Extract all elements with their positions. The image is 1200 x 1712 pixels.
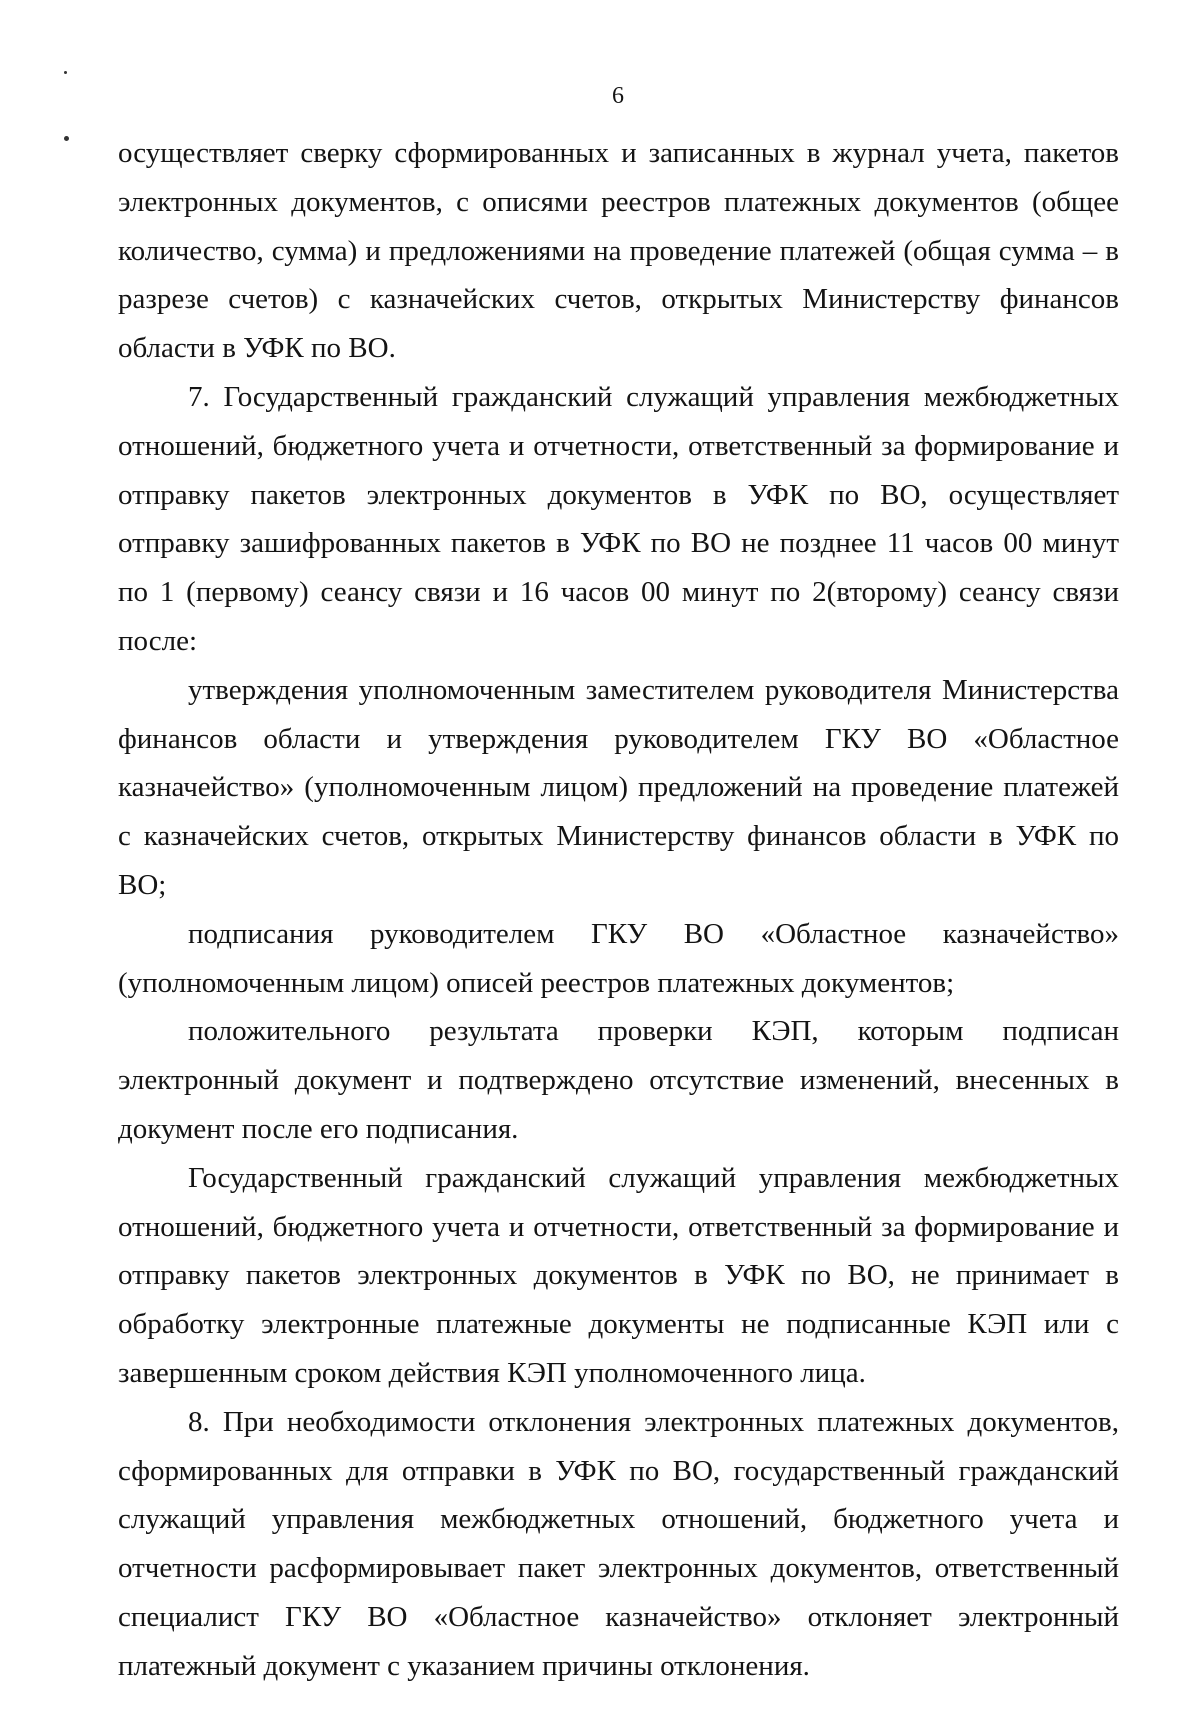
document-body	[118, 129, 1119, 1691]
paragraph-condition-signing: подписания руководителем ГКУ ВО «Областное казначейство» (уполномоченным лицом) описей реестров платежных документов;	[118, 917, 1119, 999]
page-number: 6	[612, 83, 624, 109]
paragraph-restriction: Государственный гражданский служащий управления межбюджетных отношений, бюджетного учета и отчетности, ответственный за формирование и отправку пакетов электронных документов в УФК по ВО, не принимает в обработку электронные платежные документы не подписанные КЭП или с завершенным сроком действия КЭП уполномоченного лица.	[118, 1161, 1119, 1389]
scan-artifact-dot	[64, 136, 69, 141]
paragraph-condition-approval: утверждения уполномоченным заместителем руководителя Министерства финансов области и утверждения руководителем ГКУ ВО «Областное казначейство» (уполномоченным лицом) предложений на проведение платежей с казначейских счетов, открытых Министерству финансов области в УФК по ВО;	[118, 673, 1119, 901]
paragraph-continuation: осуществляет сверку сформированных и записанных в журнал учета, пакетов электронных документов, с описями реестров платежных документов (общее количество, сумма) и предложениями на проведение платежей (общая сумма – в разрезе счетов) с казначейских счетов, открытых Министерству финансов области в УФК по ВО.	[118, 137, 1119, 365]
paragraph-item-7: 7. Государственный гражданский служащий управления межбюджетных отношений, бюджетного учета и отчетности, ответственный за формирование и отправку пакетов электронных документов в УФК по ВО, осуществляет отправку зашифрованных пакетов в УФК по ВО не позднее 11 часов 00 минут по 1 (первому) сеансу связи и 16 часов 00 минут по 2(второму) сеансу связи после:	[118, 380, 1119, 657]
paragraph-condition-verification: положительного результата проверки КЭП, которым подписан электронный документ и подтверждено отсутствие изменений, внесенных в документ после его подписания.	[118, 1015, 1119, 1145]
paragraph-item-8: 8. При необходимости отклонения электронных платежных документов, сформированных для отправки в УФК по ВО, государственный гражданский служащий управления межбюджетных отношений, бюджетного учета и отчетности расформировывает пакет электронных документов, ответственный специалист ГКУ ВО «Областное казначейство» отклоняет электронный платежный документ с указанием причины отклонения.	[118, 1405, 1119, 1682]
scan-artifact-dot	[64, 71, 67, 74]
